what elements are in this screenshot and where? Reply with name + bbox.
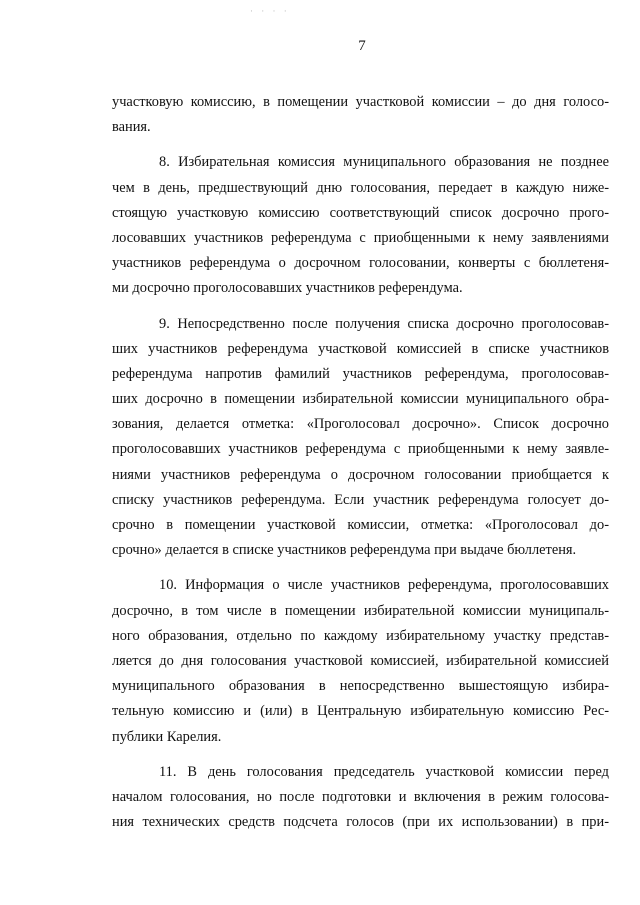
paragraph-continuation — [112, 90, 609, 140]
text-line: проголосовавших участников референдума с приобщенными к нему заявле- — [112, 441, 609, 458]
text-line: публики Карелия. — [112, 728, 222, 745]
text-line: референдума напротив фамилий участников референдума, проголосовав- — [112, 365, 609, 382]
text-line: лосовавших участников референдума с приобщенными к нему заявлениями — [112, 229, 609, 246]
text-line: ниями участников референдума о досрочном голосовании приобщается к — [112, 466, 609, 483]
text-line: ших участников референдума участковой комиссией в списке участников — [112, 340, 609, 357]
text-line: тельную комиссию и (или) в Центральную избирательную комиссию Рес- — [112, 703, 609, 720]
text-line: началом голосования, но после подготовки и включения в режим голосова- — [112, 788, 609, 805]
text-line: срочно в помещении участковой комиссии, отметка: «Проголосовал до- — [112, 517, 609, 533]
paragraph-8 — [112, 150, 609, 301]
text-line: досрочно, в том числе в помещении избирательной комиссии муниципаль- — [112, 602, 609, 619]
text-line: участников референдума о досрочном голосовании, конверты с бюллетеня- — [112, 255, 609, 272]
paragraph-11 — [112, 760, 609, 836]
text-line: чем в день, предшествующий дню голосования, передает в каждую ниже- — [112, 179, 609, 196]
page-number: 7 — [358, 38, 366, 54]
text-line: ного образования, отдельно по каждому избирательному участку представ- — [112, 627, 609, 644]
text-line: вания. — [112, 119, 151, 136]
text-line: 10. Информация о числе участников референдума, проголосовавших — [159, 577, 609, 594]
scan-artifact-marks: · · · · — [250, 6, 290, 16]
text-line: 11. В день голосования председатель участковой комиссии перед — [159, 763, 609, 780]
text-line: муниципального образования в непосредственно вышестоящую избира- — [112, 678, 609, 695]
text-line: 8. Избирательная комиссия муниципального образования не позднее — [159, 154, 609, 171]
paragraph-9 — [112, 312, 609, 564]
text-line: ляется до дня голосования участковой комиссией, избирательной комиссией — [112, 652, 609, 669]
text-line: участковую комиссию, в помещении участковой комиссии – до дня голосо- — [112, 94, 609, 110]
text-line: ния технических средств подсчета голосов (при их использовании) в при- — [112, 814, 609, 831]
text-line: срочно» делается в списке участников референдума при выдаче бюллетеня. — [112, 542, 577, 559]
paragraph-10 — [112, 573, 609, 749]
text-line: зования, делается отметка: «Проголосовал досрочно». Список досрочно — [112, 416, 609, 433]
text-line: ми досрочно проголосовавших участников референдума. — [112, 280, 463, 297]
body-text — [112, 90, 609, 835]
text-line: 9. Непосредственно после получения списка досрочно проголосовав- — [159, 315, 609, 332]
text-line: ших досрочно в помещении избирательной комиссии муниципального обра- — [112, 391, 609, 408]
text-line: списку участников референдума. Если участник референдума голосует до- — [112, 491, 609, 508]
text-line: стоящую участковую комиссию соответствующий список досрочно прого- — [112, 204, 609, 221]
